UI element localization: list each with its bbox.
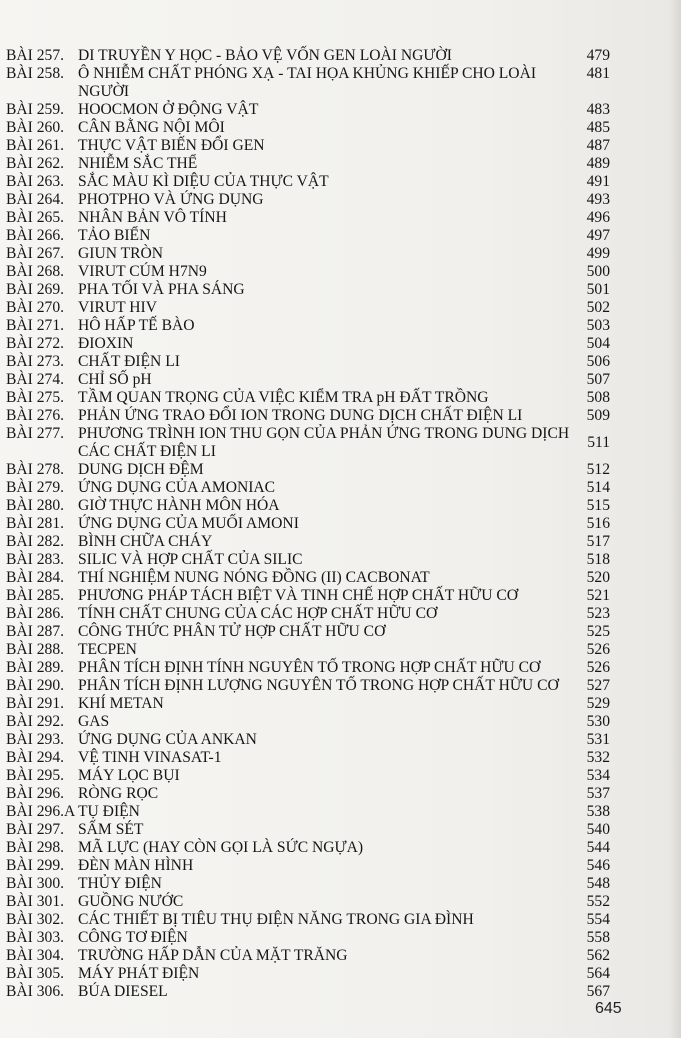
lesson-page-number: 537 <box>586 785 610 802</box>
toc-entry <box>6 515 610 533</box>
lesson-number: BÀI 280. <box>6 497 65 514</box>
lesson-title: SẮC MÀU KÌ DIỆU CỦA THỰC VẬT <box>78 173 329 190</box>
lesson-page-number: 538 <box>586 803 610 820</box>
lesson-title: DUNG DỊCH ĐỆM <box>78 461 204 478</box>
toc-entry <box>6 299 610 317</box>
lesson-page-number: 501 <box>586 281 610 298</box>
lesson-page-number: 520 <box>586 569 610 586</box>
lesson-page-number: 548 <box>586 875 610 892</box>
lesson-title: TÍNH CHẤT CHUNG CỦA CÁC HỢP CHẤT HỮU CƠ <box>78 605 438 622</box>
toc-entry <box>6 461 610 479</box>
toc-entry <box>6 803 610 821</box>
lesson-number: BÀI 264. <box>6 191 65 208</box>
lesson-title: CHỈ SỐ pH <box>78 371 152 388</box>
toc-entry <box>6 839 610 857</box>
toc-entry <box>6 389 610 407</box>
toc-entry <box>6 749 610 767</box>
toc-entry <box>6 479 610 497</box>
toc-entry <box>6 209 610 227</box>
lesson-number: BÀI 272. <box>6 335 65 352</box>
toc-entry <box>6 623 610 641</box>
lesson-title: PHA TỐI VÀ PHA SÁNG <box>78 281 245 298</box>
lesson-number: BÀI 297. <box>6 821 65 838</box>
lesson-number: BÀI 301. <box>6 893 65 910</box>
lesson-page-number: 544 <box>586 839 610 856</box>
lesson-page-number: 491 <box>586 173 610 190</box>
lesson-page-number: 525 <box>586 623 610 640</box>
lesson-title: Ô NHIỄM CHẤT PHÓNG XẠ - TAI HỌA KHỦNG KHIẾP CHO LOÀI NGƯỜI <box>78 65 537 100</box>
lesson-title: NHIỄM SẮC THỂ <box>78 155 198 172</box>
toc-entry <box>6 659 610 677</box>
toc-entry <box>6 317 610 335</box>
lesson-title: HÔ HẤP TẾ BÀO <box>78 317 195 334</box>
lesson-page-number: 507 <box>586 371 610 388</box>
lesson-number: BÀI 306. <box>6 983 65 1000</box>
lesson-title: MÁY PHÁT ĐIỆN <box>78 965 200 982</box>
lesson-title: TRƯỜNG HẤP DẪN CỦA MẶT TRĂNG <box>78 947 348 964</box>
lesson-page-number: 532 <box>586 749 610 766</box>
lesson-page-number: 481 <box>586 65 610 82</box>
lesson-page-number: 487 <box>586 137 610 154</box>
lesson-title: CÔNG THỨC PHÂN TỬ HỢP CHẤT HỮU CƠ <box>78 623 386 640</box>
lesson-title: TẢO BIỂN <box>78 227 151 244</box>
lesson-title: GIỜ THỰC HÀNH MÔN HÓA <box>78 497 280 514</box>
lesson-title: ĐÈN MÀN HÌNH <box>78 857 194 874</box>
lesson-number: BÀI 276. <box>6 407 65 424</box>
lesson-page-number: 554 <box>586 911 610 928</box>
lesson-page-number: 516 <box>586 515 610 532</box>
toc-entry <box>6 353 610 371</box>
lesson-number: BÀI 267. <box>6 245 65 262</box>
lesson-number: BÀI 257. <box>6 47 65 64</box>
toc-entry <box>6 371 610 389</box>
toc-entry <box>6 587 610 605</box>
lesson-title: PHƯƠNG TRÌNH ION THU GỌN CỦA PHẢN ỨNG TRONG DUNG DỊCH CÁC CHẤT ĐIỆN LI <box>78 425 570 460</box>
lesson-number: BÀI 290. <box>6 677 65 694</box>
lesson-page-number: 517 <box>586 533 610 550</box>
lesson-number: BÀI 263. <box>6 173 65 190</box>
lesson-number: BÀI 286. <box>6 605 65 622</box>
lesson-page-number: 527 <box>586 677 610 694</box>
lesson-title: ỨNG DỤNG CỦA MUỐI AMONI <box>78 515 299 532</box>
lesson-number: BÀI 268. <box>6 263 65 280</box>
toc-entry <box>6 533 610 551</box>
lesson-number: BÀI 298. <box>6 839 65 856</box>
lesson-title: VIRUT HIV <box>78 299 157 316</box>
lesson-page-number: 499 <box>586 245 610 262</box>
lesson-title: GUỒNG NƯỚC <box>78 893 184 910</box>
lesson-title: ỨNG DỤNG CỦA ANKAN <box>78 731 257 748</box>
lesson-page-number: 500 <box>586 263 610 280</box>
lesson-title: PHẢN ỨNG TRAO ĐỔI ION TRONG DUNG DỊCH CHẤT ĐIỆN LI <box>78 407 523 424</box>
toc-entry <box>6 713 610 731</box>
lesson-title: SILIC VÀ HỢP CHẤT CỦA SILIC <box>78 551 303 568</box>
toc-entry <box>6 695 610 713</box>
lesson-title: CHẤT ĐIỆN LI <box>78 353 180 370</box>
lesson-page-number: 512 <box>586 461 610 478</box>
lesson-title: TỤ ĐIỆN <box>78 803 140 820</box>
lesson-number: BÀI 260. <box>6 119 65 136</box>
lesson-page-number: 540 <box>586 821 610 838</box>
lesson-page-number: 497 <box>586 227 610 244</box>
lesson-number: BÀI 275. <box>6 389 65 406</box>
toc-entry <box>6 335 610 353</box>
toc-entry <box>6 893 610 911</box>
lesson-number: BÀI 271. <box>6 317 65 334</box>
lesson-page-number: 502 <box>586 299 610 316</box>
lesson-number: BÀI 299. <box>6 857 65 874</box>
toc-entry <box>6 857 610 875</box>
lesson-title: PHOTPHO VÀ ỨNG DỤNG <box>78 191 264 208</box>
toc-entry <box>6 569 610 587</box>
toc-entry <box>6 263 610 281</box>
lesson-title: ĐIOXIN <box>78 335 134 352</box>
lesson-number: BÀI 285. <box>6 587 65 604</box>
lesson-page-number: 479 <box>586 47 610 64</box>
toc-entry <box>6 767 610 785</box>
lesson-number: BÀI 265. <box>6 209 65 226</box>
lesson-title: THỦY ĐIỆN <box>78 875 162 892</box>
lesson-page-number: 530 <box>586 713 610 730</box>
toc-entry <box>6 173 610 191</box>
lesson-title: CÔNG TƠ ĐIỆN <box>78 929 188 946</box>
lesson-page-number: 515 <box>586 497 610 514</box>
lesson-page-number: 531 <box>586 731 610 748</box>
lesson-number: BÀI 261. <box>6 137 65 154</box>
lesson-number: BÀI 281. <box>6 515 65 532</box>
lesson-number: BÀI 283. <box>6 551 65 568</box>
lesson-page-number: 503 <box>586 317 610 334</box>
lesson-number: BÀI 292. <box>6 713 65 730</box>
lesson-title: CÁC THIẾT BỊ TIÊU THỤ ĐIỆN NĂNG TRONG GIA ĐÌNH <box>78 911 474 928</box>
table-of-contents <box>6 47 610 1001</box>
toc-entry <box>6 731 610 749</box>
toc-entry <box>6 983 610 1001</box>
lesson-number: BÀI 258. <box>6 65 65 82</box>
lesson-number: BÀI 262. <box>6 155 65 172</box>
lesson-page-number: 534 <box>586 767 610 784</box>
lesson-number: BÀI 287. <box>6 623 65 640</box>
lesson-number: BÀI 266. <box>6 227 65 244</box>
lesson-number: BÀI 289. <box>6 659 65 676</box>
lesson-page-number: 508 <box>586 389 610 406</box>
lesson-number: BÀI 284. <box>6 569 65 586</box>
lesson-title: ỨNG DỤNG CỦA AMONIAC <box>78 479 276 496</box>
lesson-page-number: 564 <box>586 965 610 982</box>
lesson-page-number: 562 <box>586 947 610 964</box>
lesson-title: VỆ TINH VINASAT-1 <box>78 749 222 766</box>
page-number: 645 <box>595 1000 622 1017</box>
lesson-page-number: 509 <box>586 407 610 424</box>
lesson-number: BÀI 274. <box>6 371 65 388</box>
lesson-page-number: 493 <box>586 191 610 208</box>
toc-entry <box>6 281 610 299</box>
toc-entry <box>6 155 610 173</box>
toc-entry <box>6 605 610 623</box>
lesson-title: RÒNG RỌC <box>78 785 159 802</box>
toc-entry <box>6 407 610 425</box>
lesson-page-number: 504 <box>586 335 610 352</box>
lesson-title: PHÂN TÍCH ĐỊNH TÍNH NGUYÊN TỐ TRONG HỢP CHẤT HỮU CƠ <box>78 659 541 676</box>
lesson-number: BÀI 291. <box>6 695 65 712</box>
lesson-number: BÀI 296. <box>6 785 65 802</box>
lesson-number: BÀI 300. <box>6 875 65 892</box>
toc-entry <box>6 137 610 155</box>
lesson-title: TẦM QUAN TRỌNG CỦA VIỆC KIỂM TRA pH ĐẤT TRỒNG <box>78 389 489 406</box>
lesson-title: SẤM SÉT <box>78 821 144 838</box>
page-edge-shadow <box>669 0 681 1038</box>
lesson-number: BÀI 282. <box>6 533 65 550</box>
lesson-title: TECPEN <box>78 641 137 658</box>
toc-entry <box>6 65 610 101</box>
lesson-page-number: 483 <box>586 101 610 118</box>
lesson-title: MÃ LỰC (HAY CÒN GỌI LÀ SỨC NGỰA) <box>78 839 364 856</box>
lesson-number: BÀI 293. <box>6 731 65 748</box>
toc-entry <box>6 119 610 137</box>
lesson-page-number: 552 <box>586 893 610 910</box>
lesson-page-number: 526 <box>586 641 610 658</box>
toc-entry <box>6 191 610 209</box>
toc-entry <box>6 497 610 515</box>
lesson-number: BÀI 303. <box>6 929 65 946</box>
lesson-number: BÀI 273. <box>6 353 65 370</box>
toc-entry <box>6 785 610 803</box>
lesson-number: BÀI 270. <box>6 299 65 316</box>
lesson-title: BÌNH CHỮA CHÁY <box>78 533 213 550</box>
lesson-page-number: 511 <box>587 434 610 451</box>
toc-entry <box>6 965 610 983</box>
toc-entry <box>6 101 610 119</box>
toc-entry <box>6 245 610 263</box>
lesson-page-number: 558 <box>586 929 610 946</box>
toc-entry <box>6 47 610 65</box>
lesson-number: BÀI 296.A <box>6 803 76 820</box>
lesson-page-number: 567 <box>586 983 610 1000</box>
lesson-page-number: 489 <box>586 155 610 172</box>
lesson-number: BÀI 278. <box>6 461 65 478</box>
lesson-number: BÀI 269. <box>6 281 65 298</box>
toc-entry <box>6 227 610 245</box>
lesson-number: BÀI 279. <box>6 479 65 496</box>
lesson-page-number: 526 <box>586 659 610 676</box>
lesson-page-number: 514 <box>586 479 610 496</box>
lesson-title: DI TRUYỀN Y HỌC - BẢO VỆ VỐN GEN LOÀI NGƯỜI <box>78 47 452 64</box>
lesson-number: BÀI 288. <box>6 641 65 658</box>
lesson-title: GIUN TRÒN <box>78 245 164 262</box>
lesson-number: BÀI 305. <box>6 965 65 982</box>
lesson-title: PHƯƠNG PHÁP TÁCH BIỆT VÀ TINH CHẾ HỢP CHẤT HỮU CƠ <box>78 587 519 604</box>
toc-entry <box>6 821 610 839</box>
lesson-title: KHÍ METAN <box>78 695 164 712</box>
lesson-page-number: 485 <box>586 119 610 136</box>
lesson-title: PHÂN TÍCH ĐỊNH LƯỢNG NGUYÊN TỐ TRONG HỢP CHẤT HỮU CƠ <box>78 677 559 694</box>
lesson-page-number: 506 <box>586 353 610 370</box>
lesson-number: BÀI 304. <box>6 947 65 964</box>
toc-entry <box>6 911 610 929</box>
lesson-title: MÁY LỌC BỤI <box>78 767 180 784</box>
lesson-title: VIRUT CÚM H7N9 <box>78 263 207 280</box>
lesson-number: BÀI 294. <box>6 749 65 766</box>
toc-entry <box>6 875 610 893</box>
toc-entry <box>6 551 610 569</box>
lesson-title: THỰC VẬT BIẾN ĐỔI GEN <box>78 137 265 154</box>
lesson-title: HOOCMON Ở ĐỘNG VẬT <box>78 101 259 118</box>
lesson-title: CÂN BẰNG NỘI MÔI <box>78 119 225 136</box>
lesson-title: GAS <box>78 713 110 730</box>
toc-entry <box>6 677 610 695</box>
lesson-page-number: 529 <box>586 695 610 712</box>
lesson-title: BÚA DIESEL <box>78 983 168 1000</box>
lesson-page-number: 546 <box>586 857 610 874</box>
lesson-number: BÀI 302. <box>6 911 65 928</box>
lesson-title: NHÂN BẢN VÔ TÍNH <box>78 209 227 226</box>
lesson-page-number: 523 <box>586 605 610 622</box>
toc-entry <box>6 641 610 659</box>
toc-entry <box>6 425 610 461</box>
lesson-number: BÀI 277. <box>6 425 65 442</box>
lesson-title: THÍ NGHIỆM NUNG NÓNG ĐỒNG (II) CACBONAT <box>78 569 430 586</box>
lesson-page-number: 518 <box>586 551 610 568</box>
lesson-number: BÀI 295. <box>6 767 65 784</box>
lesson-page-number: 496 <box>586 209 610 226</box>
toc-entry <box>6 947 610 965</box>
toc-entry <box>6 929 610 947</box>
lesson-number: BÀI 259. <box>6 101 65 118</box>
lesson-page-number: 521 <box>586 587 610 604</box>
